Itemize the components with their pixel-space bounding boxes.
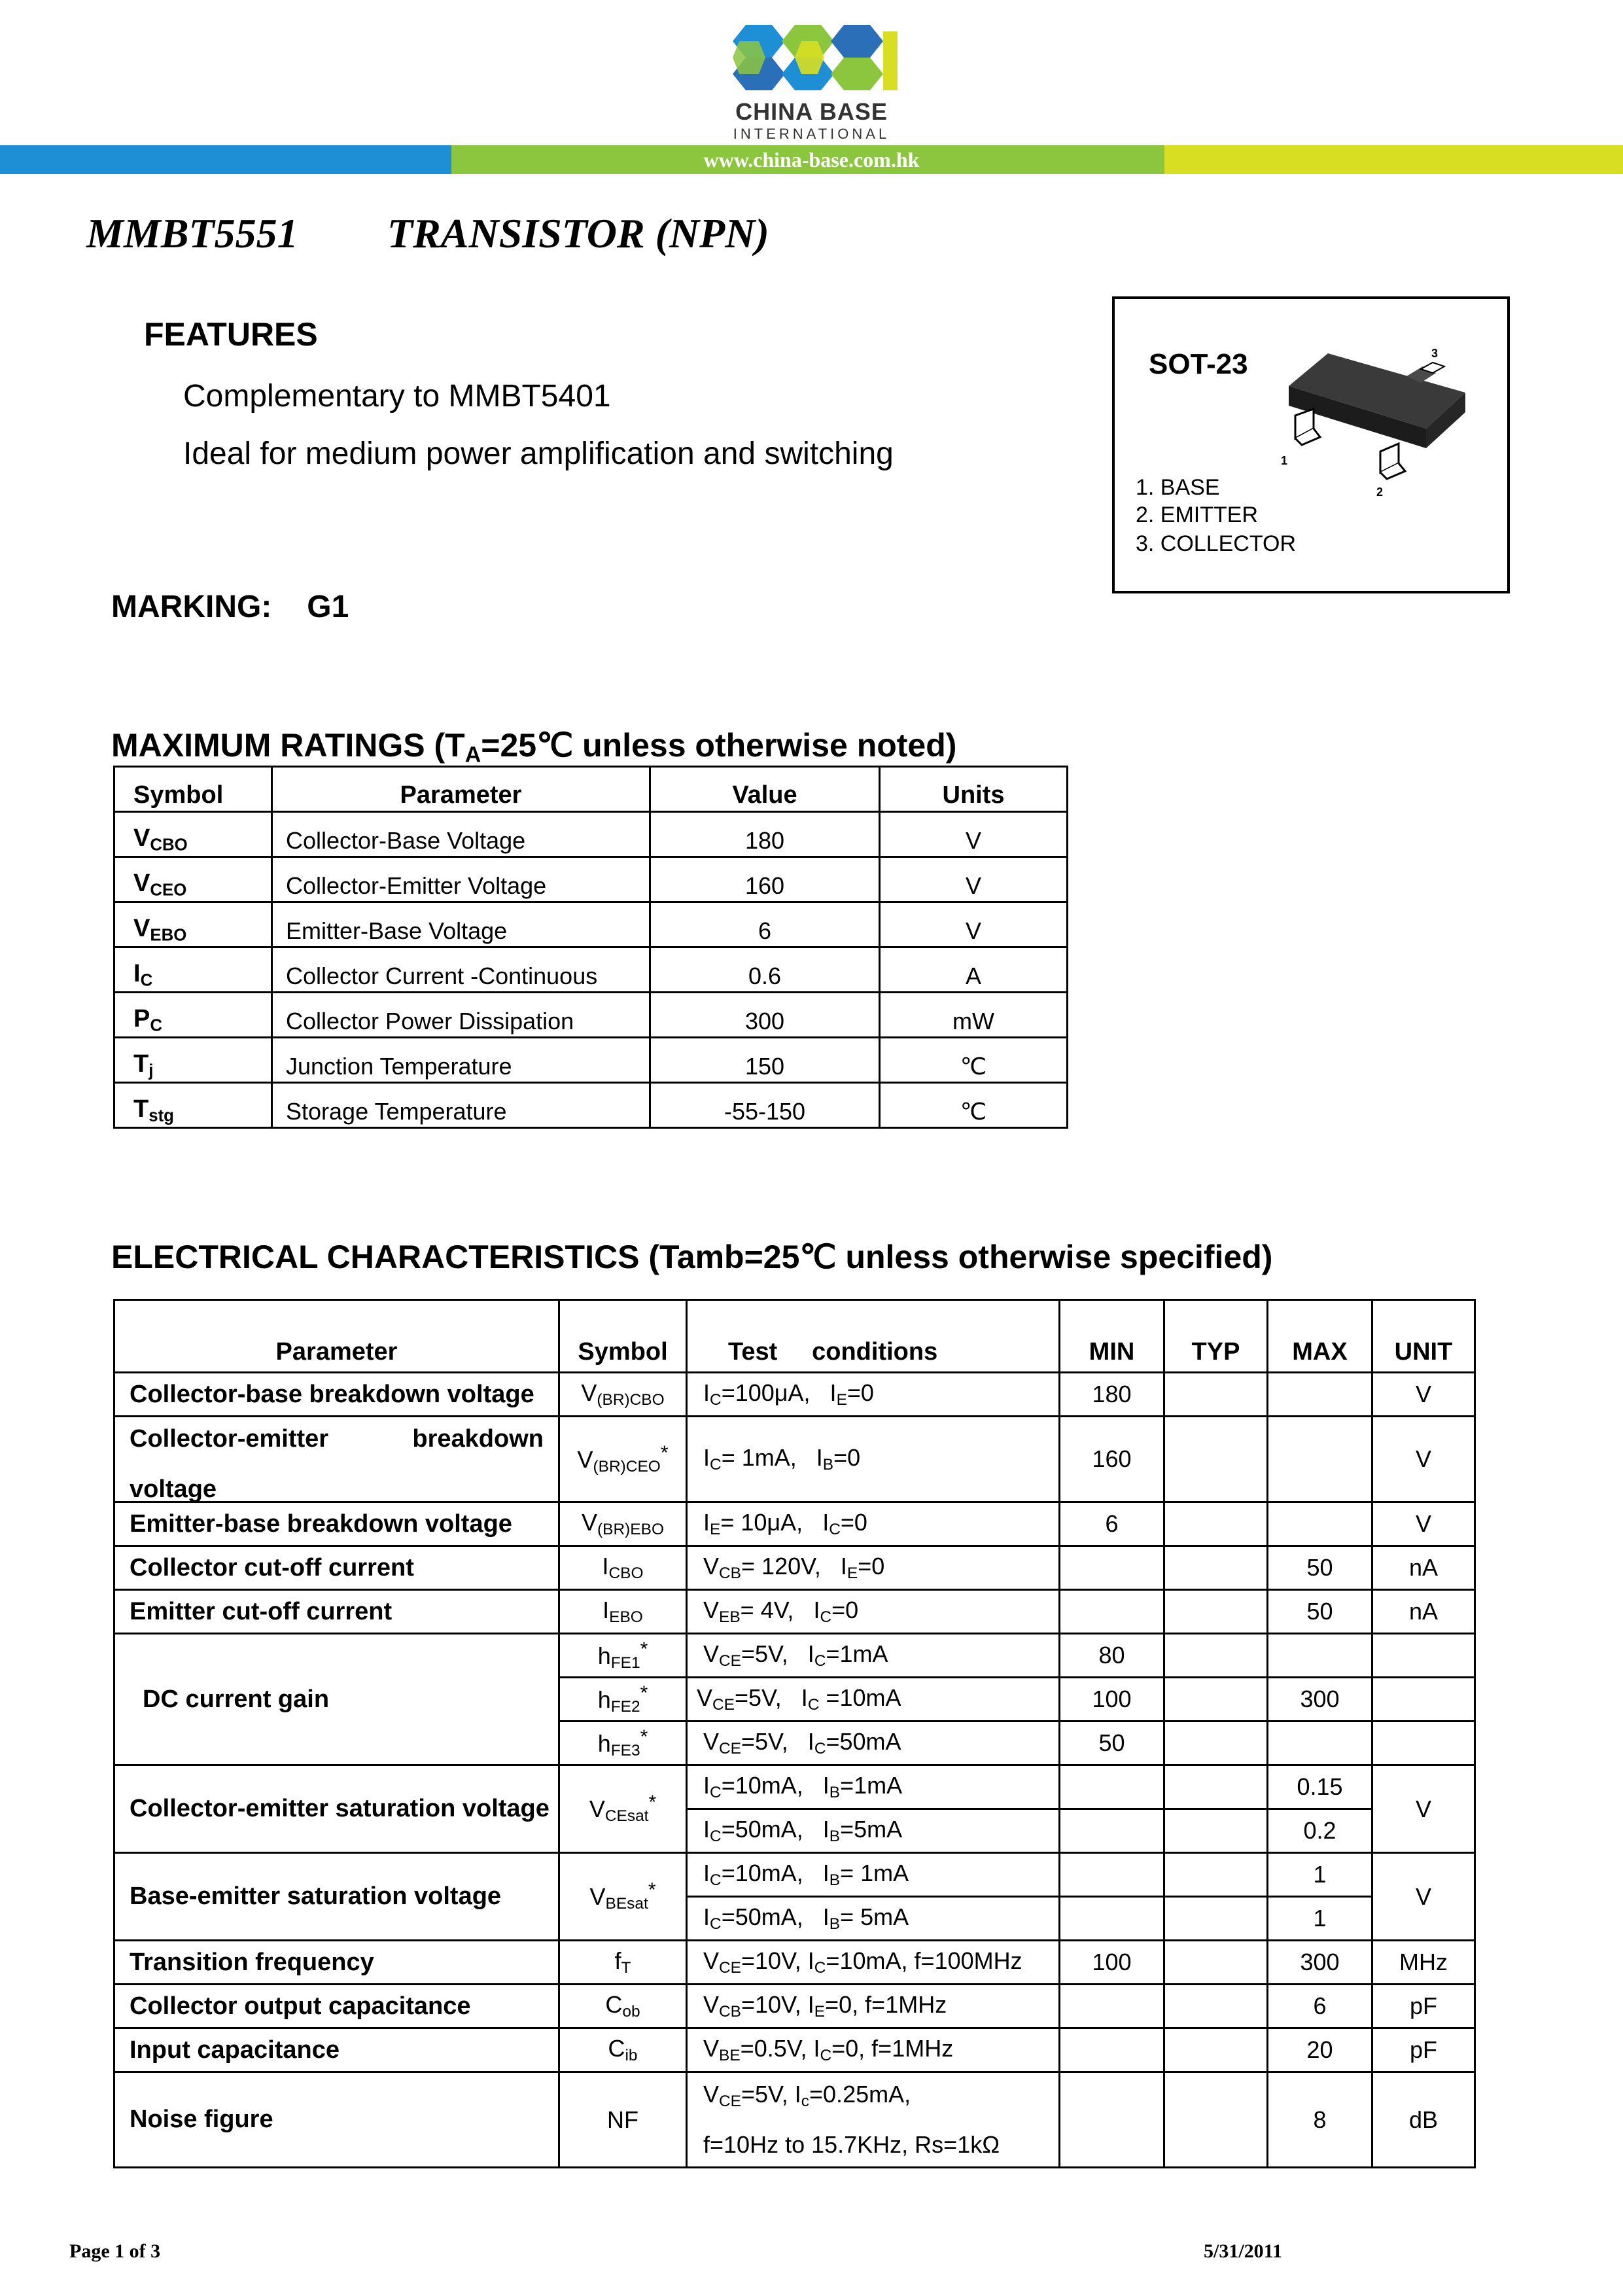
parameter-cell: Collector-Base Voltage [272,812,650,857]
max-cell: 0.2 [1268,1809,1372,1853]
test-cell: $V_{CE}=10V$, $I_C=10mA$, f=100MHz [687,1941,1060,1985]
test-cell: $I_C=50mA$, $I_B= 5mA$ [687,1897,1060,1941]
unit-cell: mW [880,993,1068,1038]
features-heading: FEATURES [144,316,318,353]
marking-label: MARKING: [111,590,272,624]
header-min: MIN [1060,1300,1164,1373]
min-cell: 100 [1060,1678,1164,1722]
value-cell: -55-150 [650,1083,880,1128]
unit-cell [1372,1634,1475,1678]
value-cell: 150 [650,1038,880,1083]
parameter-cell: Collector Current -Continuous [272,947,650,993]
symbol-cell: $V_{(BR)EBO}$ [559,1502,687,1546]
pin-label: 3. COLLECTOR [1136,531,1297,556]
max-cell [1268,1417,1372,1502]
value-cell: 6 [650,902,880,947]
marking [111,589,349,625]
max-cell: 1 [1268,1853,1372,1897]
table-header-row [114,1300,1475,1373]
max-cell: 1 [1268,1897,1372,1941]
part-number: MMBT5551 [86,210,298,256]
min-cell [1060,1546,1164,1590]
unit-cell: V [1372,1502,1475,1546]
website-link[interactable]: www.china-base.com.hk [703,148,920,171]
marking-value: G1 [307,590,349,624]
unit-cell: MHz [1372,1941,1475,1985]
table-row [114,1985,1475,2028]
min-cell: 50 [1060,1722,1164,1765]
max-cell: 300 [1268,1941,1372,1985]
symbol-cell: $h_{FE2}^*$ [559,1678,687,1722]
test-cell: $V_{EB}= 4V$, $I_C=0$ [687,1590,1060,1634]
pin-label: 1. BASE [1136,475,1220,500]
typ-cell [1164,2028,1268,2072]
test-cell: $I_C=10mA$, $I_B= 1mA$ [687,1853,1060,1897]
value-cell: 180 [650,812,880,857]
unit-cell [1372,1722,1475,1765]
table-row [114,1038,1068,1083]
test-cell: $I_C= 1mA$, $I_B=0$ [687,1417,1060,1502]
parameter-cell: Transition frequency [114,1941,559,1985]
min-cell [1060,1853,1164,1897]
symbol-cell: $h_{FE3}^*$ [559,1722,687,1765]
company-logo [726,18,903,97]
test-cell: $V_{CE}=5V$, $I_C =10mA$ [687,1678,1060,1722]
typ-cell [1164,1417,1268,1502]
electrical-table [113,1299,1476,2168]
unit-cell: V [1372,1765,1475,1853]
max-cell: 6 [1268,1985,1372,2028]
unit-cell: V [880,902,1068,947]
header-unit: UNIT [1372,1300,1475,1373]
parameter-cell: Collector output capacitance [114,1985,559,2028]
parameter-cell: Collector-Emitter Voltage [272,857,650,902]
device-type: TRANSISTOR (NPN) [387,210,769,256]
typ-cell [1164,1634,1268,1678]
symbol-cell: $V_{CEsat}^*$ [559,1765,687,1853]
parameter-cell: Collector-emitter breakdown voltage [114,1417,559,1502]
header-symbol: Symbol [114,767,272,812]
typ-cell [1164,1809,1268,1853]
table-row [114,2072,1475,2168]
unit-cell: V [1372,1853,1475,1941]
max-cell: 50 [1268,1590,1372,1634]
electrical-heading: ELECTRICAL CHARACTERISTICS (Tamb=25℃ unless otherwise specified) [111,1239,1273,1275]
package-name: SOT-23 [1149,348,1248,380]
table-row [114,993,1068,1038]
header-value: Value [650,767,880,812]
table-row [114,1590,1475,1634]
table-row [114,947,1068,993]
test-cell: $V_{CE}=5V$, $I_C=50mA$ [687,1722,1060,1765]
symbol-cell: $I_{EBO}$ [559,1590,687,1634]
parameter-cell: Collector Power Dissipation [272,993,650,1038]
symbol-cell: $T_j$ [114,1038,272,1083]
unit-cell: V [1372,1417,1475,1502]
company-subname: INTERNATIONAL [733,126,890,142]
table-row [114,1502,1475,1546]
pin-number-3: 3 [1431,347,1439,360]
test-cell: $V_{CE}=5V$, $I_c=0.25mA$, f=10Hz to 15.7KHz, Rs=1kΩ [687,2072,1060,2168]
max-cell [1268,1502,1372,1546]
test-cell: $V_{BE}=0.5V$, $I_C=0$, f=1MHz [687,2028,1060,2072]
symbol-cell: $P_C$ [114,993,272,1038]
table-row [114,1765,1475,1809]
test-cell: $I_E= 10\mu A$, $I_C=0$ [687,1502,1060,1546]
unit-cell: V [880,812,1068,857]
table-row [114,1417,1475,1502]
table-row [114,857,1068,902]
typ-cell [1164,1765,1268,1809]
unit-cell: ℃ [880,1038,1068,1083]
unit-cell: ℃ [880,1083,1068,1128]
min-cell [1060,1590,1164,1634]
document-date: 5/31/2011 [1204,2240,1283,2262]
sot23-package-icon [1269,340,1478,497]
table-row [114,2028,1475,2072]
typ-cell [1164,1590,1268,1634]
pin-number-1: 1 [1281,454,1288,467]
header-units: Units [880,767,1068,812]
feature-item: Ideal for medium power amplification and switching [183,436,894,471]
max-cell: 0.15 [1268,1765,1372,1809]
header-parameter: Parameter [272,767,650,812]
symbol-cell: $h_{FE1}^*$ [559,1634,687,1678]
max-ratings-heading: MAXIMUM RATINGS ($T_A=25℃$ unless otherwise noted) [111,727,957,768]
company-name: CHINA BASE [735,98,888,125]
table-row [114,1941,1475,1985]
typ-cell [1164,1941,1268,1985]
value-cell: 0.6 [650,947,880,993]
symbol-cell: $C_{ib}$ [559,2028,687,2072]
header-test-conditions: Test conditions [687,1300,1060,1373]
max-cell [1268,1634,1372,1678]
min-cell: 6 [1060,1502,1164,1546]
test-cell: $I_C=50mA$, $I_B=5mA$ [687,1809,1060,1853]
parameter-cell: Noise figure [114,2072,559,2168]
value-cell: 300 [650,993,880,1038]
test-cell: $I_C=100\mu A$, $I_E=0$ [687,1373,1060,1417]
table-row [114,1083,1068,1128]
max-cell: 300 [1268,1678,1372,1722]
unit-cell [1372,1678,1475,1722]
max-ratings-table [113,766,1068,1129]
min-cell [1060,1897,1164,1941]
page-number: Page 1 of 3 [69,2240,161,2262]
symbol-cell: $V_{(BR)CBO}$ [559,1373,687,1417]
typ-cell [1164,1502,1268,1546]
header-typ: TYP [1164,1300,1268,1373]
unit-cell: V [1372,1373,1475,1417]
unit-cell: A [880,947,1068,993]
symbol-cell: $T_{stg}$ [114,1083,272,1128]
min-cell: 160 [1060,1417,1164,1502]
min-cell [1060,1765,1164,1809]
symbol-cell: $V_{BEsat}^*$ [559,1853,687,1941]
value-cell: 160 [650,857,880,902]
max-cell [1268,1373,1372,1417]
test-cell: $V_{CE}=5V$, $I_C=1mA$ [687,1634,1060,1678]
max-cell: 50 [1268,1546,1372,1590]
header-parameter: Parameter [114,1300,559,1373]
typ-cell [1164,1897,1268,1941]
typ-cell [1164,1546,1268,1590]
test-cell: $V_{CB}= 120V$, $I_E=0$ [687,1546,1060,1590]
pin-number-2: 2 [1376,486,1384,499]
table-row [114,812,1068,857]
symbol-cell: $V_{(BR)CEO}^*$ [559,1417,687,1502]
unit-cell: V [880,857,1068,902]
min-cell: 100 [1060,1941,1164,1985]
parameter-cell: Input capacitance [114,2028,559,2072]
parameter-cell: Emitter-base breakdown voltage [114,1502,559,1546]
symbol-cell: $V_{CBO}$ [114,812,272,857]
test-cell: $I_C=10mA$, $I_B=1mA$ [687,1765,1060,1809]
table-row [114,1634,1475,1678]
typ-cell [1164,1722,1268,1765]
parameter-cell: Collector-base breakdown voltage [114,1373,559,1417]
parameter-cell: Junction Temperature [272,1038,650,1083]
parameter-cell: Emitter cut-off current [114,1590,559,1634]
min-cell [1060,2072,1164,2168]
typ-cell [1164,1373,1268,1417]
min-cell: 80 [1060,1634,1164,1678]
min-cell [1060,2028,1164,2072]
unit-cell: nA [1372,1590,1475,1634]
header-symbol: Symbol [559,1300,687,1373]
min-cell [1060,1809,1164,1853]
pin-label: 2. EMITTER [1136,503,1259,527]
typ-cell [1164,2072,1268,2168]
table-row [114,902,1068,947]
symbol-cell: $V_{CEO}$ [114,857,272,902]
parameter-cell: Collector-emitter saturation voltage [114,1765,559,1853]
unit-cell: pF [1372,2028,1475,2072]
min-cell [1060,1985,1164,2028]
feature-item: Complementary to MMBT5401 [183,379,611,414]
min-cell: 180 [1060,1373,1164,1417]
table-row [114,1853,1475,1897]
parameter-cell: Base-emitter saturation voltage [114,1853,559,1941]
parameter-cell: DC current gain [114,1634,559,1765]
table-header-row [114,767,1068,812]
typ-cell [1164,1678,1268,1722]
max-cell: 8 [1268,2072,1372,2168]
symbol-cell: $C_{ob}$ [559,1985,687,2028]
test-cell: $V_{CB}=10V$, $I_E=0$, f=1MHz [687,1985,1060,2028]
unit-cell: pF [1372,1985,1475,2028]
unit-cell: dB [1372,2072,1475,2168]
typ-cell [1164,1853,1268,1897]
table-row [114,1373,1475,1417]
parameter-cell: Storage Temperature [272,1083,650,1128]
symbol-cell: $V_{EBO}$ [114,902,272,947]
typ-cell [1164,1985,1268,2028]
symbol-cell: $I_{CBO}$ [559,1546,687,1590]
table-row [114,1546,1475,1590]
symbol-cell: $f_T$ [559,1941,687,1985]
symbol-cell: $I_C$ [114,947,272,993]
symbol-cell: NF [559,2072,687,2168]
unit-cell: nA [1372,1546,1475,1590]
parameter-cell: Collector cut-off current [114,1546,559,1590]
max-cell: 20 [1268,2028,1372,2072]
max-cell [1268,1722,1372,1765]
header-max: MAX [1268,1300,1372,1373]
parameter-cell: Emitter-Base Voltage [272,902,650,947]
